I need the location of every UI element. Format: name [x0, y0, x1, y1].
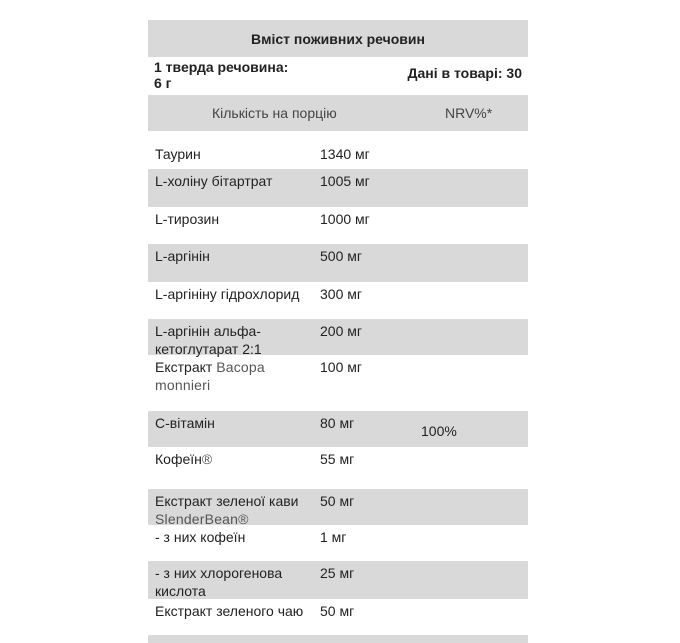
- table-row: L-аргінін альфа-кетоглутарат 2:1 200 мг: [148, 319, 528, 355]
- column-header: [148, 95, 528, 131]
- servings-per-container: Дані в товарі: 30: [407, 65, 522, 81]
- nrv-header: NRV%*: [445, 105, 493, 121]
- table-title: [148, 20, 528, 57]
- nutrition-table: [148, 20, 528, 643]
- table-row: Кофеїн® 55 мг: [155, 451, 355, 467]
- spacer: [148, 131, 528, 142]
- table-row: C-вітамін 80 мг 100%: [148, 411, 528, 447]
- serving-info: [148, 57, 528, 95]
- table-row: Екстракт Bacopa monnieri 100 мг: [155, 359, 362, 393]
- table-row: L-аргініну гідрохлорид 300 мг: [155, 286, 362, 302]
- table-row: - з них кофеїн 1 мг: [155, 529, 347, 545]
- table-row: Екстракт зеленої кави SlenderBean® 50 мг: [148, 489, 528, 525]
- table-row: L-аргінін 500 мг: [148, 244, 528, 282]
- table-row: - з них хлорогенова кислота 25 мг: [148, 561, 528, 599]
- table-row: Екстракт зеленого чаю 50 мг: [155, 603, 355, 619]
- table-title-text: Вміст поживних речовин: [251, 30, 425, 47]
- table-row: Таурин 1340 мг: [155, 146, 370, 162]
- table-row: L-тирозин 1000 мг: [155, 211, 370, 227]
- serving-size: 1 тверда речовина: 6 г: [154, 59, 289, 91]
- table-row: L-холіну бітартрат 1005 мг: [148, 169, 528, 207]
- table-row-partial: [148, 635, 528, 643]
- amount-header: Кількість на порцію: [212, 105, 337, 121]
